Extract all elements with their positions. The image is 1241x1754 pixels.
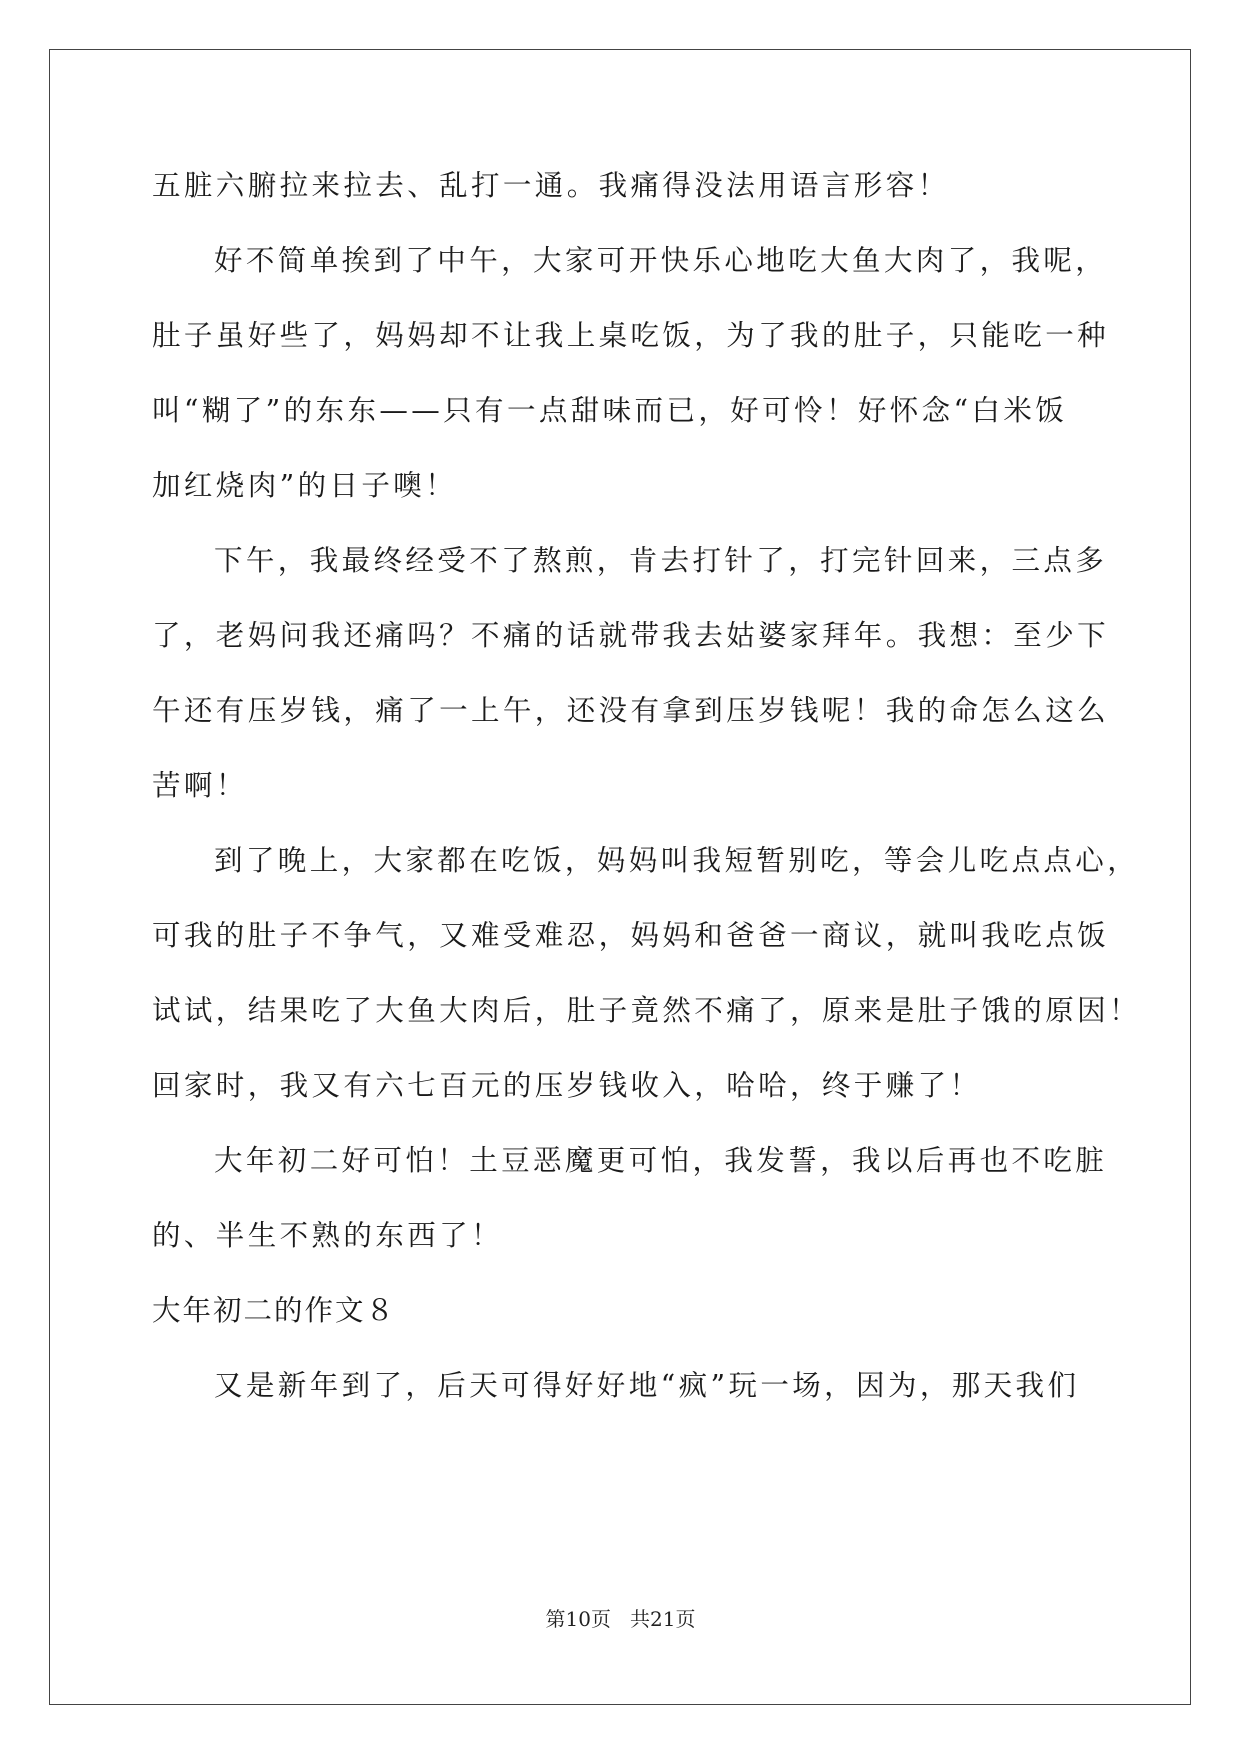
text-line: 回家时，我又有六七百元的压岁钱收入，哈哈，终于赚了！ (152, 1069, 982, 1102)
text-line: 加红烧肉”的日子噢！ (152, 469, 458, 502)
text-line: 了，老妈问我还痛吗？不痛的话就带我去姑婆家拜年。我想：至少下 (152, 619, 1110, 652)
text-line: 叫“糊了”的东东——只有一点甜味而已，好可怜！好怀念“白米饭 (152, 394, 1068, 427)
paragraph-start-line: 又是新年到了，后天可得好好地“疯”玩一场，因为，那天我们 (214, 1369, 1080, 1402)
text-line: 五脏六腑拉来拉去、乱打一通。我痛得没法用语言形容！ (152, 169, 950, 202)
page-total: 共21页 (630, 1607, 696, 1631)
text-line: 试试，结果吃了大鱼大肉后，肚子竟然不痛了，原来是肚子饿的原因！ (152, 994, 1141, 1027)
text-line: 苦啊！ (152, 769, 248, 802)
text-line: 可我的肚子不争气，又难受难忍，妈妈和爸爸一商议，就叫我吃点饭 (152, 919, 1110, 952)
page-number: 第10页 (545, 1607, 611, 1631)
text-line: 肚子虽好些了，妈妈却不让我上桌吃饭，为了我的肚子，只能吃一种 (152, 319, 1110, 352)
paragraph-start-line: 大年初二好可怕！土豆恶魔更可怕，我发誓，我以后再也不吃脏 (214, 1144, 1108, 1177)
page-footer (0, 1605, 1241, 1633)
paragraph-start-line: 下午，我最终经受不了熬煎，肯去打针了，打完针回来，三点多 (214, 544, 1108, 577)
text-line: 的、半生不熟的东西了！ (152, 1219, 503, 1252)
section-heading: 大年初二的作文８ (152, 1294, 397, 1327)
paragraph-start-line: 好不简单挨到了中午，大家可开快乐心地吃大鱼大肉了，我呢， (214, 244, 1108, 277)
text-line: 午还有压岁钱，痛了一上午，还没有拿到压岁钱呢！我的命怎么这么 (152, 694, 1110, 727)
paragraph-start-line: 到了晚上，大家都在吃饭，妈妈叫我短暂别吃，等会儿吃点点心， (214, 844, 1140, 877)
